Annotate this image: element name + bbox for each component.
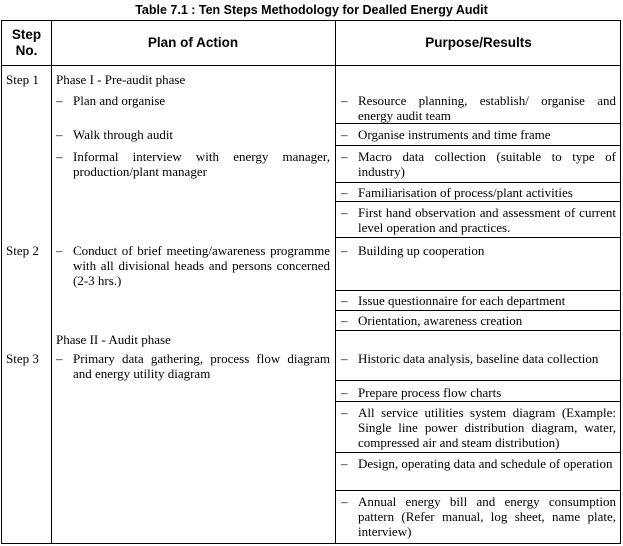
step-label: Step 1 (6, 72, 39, 87)
plan-item: – Plan and organise (56, 93, 166, 108)
column-divider (51, 21, 52, 543)
row-divider (335, 380, 620, 381)
row-divider (335, 201, 620, 202)
purpose-item: – First hand observation and assessment of current level operation and practices. (341, 205, 616, 235)
purpose-item: – Design, operating data and schedule of operation (341, 456, 613, 471)
row-divider (335, 310, 620, 311)
plan-item: – Walk through audit (56, 127, 174, 142)
purpose-item: – Organise instruments and time frame (341, 127, 551, 142)
purpose-item: – All service utilities system diagram (Example: Single line power distribution diagram, water, compressed air and steam distribution) (341, 405, 616, 450)
header-plan: Plan of Action (147, 35, 239, 50)
purpose-item: – Orientation, awareness creation (341, 313, 523, 328)
purpose-item: – Prepare process flow charts (341, 385, 502, 400)
table-title: Table 7.1 : Ten Steps Methodology for Dealled Energy Audit (135, 3, 488, 17)
header-step: Step No. (11, 27, 42, 58)
step-label: Step 2 (6, 243, 39, 258)
purpose-item: – Issue questionnaire for each department (341, 293, 566, 308)
row-divider (335, 145, 620, 146)
methodology-table (1, 20, 621, 544)
row-divider (335, 490, 620, 491)
plan-item: – Primary data gathering, process flow diagram and energy utility diagram (56, 351, 330, 381)
header-divider (2, 65, 620, 66)
purpose-item: – Macro data collection (suitable to type of industry) (341, 149, 616, 179)
plan-item: – Conduct of brief meeting/awareness programme with all divisional heads and persons concerned (2-3 hrs.) (56, 243, 330, 288)
header-purpose: Purpose/Results (425, 35, 532, 50)
step-label: Step 3 (6, 351, 39, 366)
row-divider (335, 401, 620, 402)
phase-heading: Phase I - Pre-audit phase (56, 72, 186, 87)
purpose-item: – Historic data analysis, baseline data collection (341, 351, 599, 366)
row-divider (335, 182, 620, 183)
purpose-item: – Annual energy bill and energy consumption pattern (Refer manual, log sheet, name plate, interview) (341, 494, 616, 539)
purpose-item: – Resource planning, establish/ organise and energy audit team (341, 93, 616, 123)
row-divider (335, 290, 620, 291)
row-divider (335, 237, 620, 238)
phase-heading: Phase II - Audit phase (56, 332, 171, 347)
purpose-item: – Building up cooperation (341, 243, 485, 258)
column-divider (335, 21, 336, 543)
row-divider (335, 330, 620, 331)
purpose-item: – Familiarisation of process/plant activities (341, 185, 573, 200)
row-divider (335, 123, 620, 124)
row-divider (335, 452, 620, 453)
plan-item: – Informal interview with energy manager, production/plant manager (56, 149, 330, 179)
